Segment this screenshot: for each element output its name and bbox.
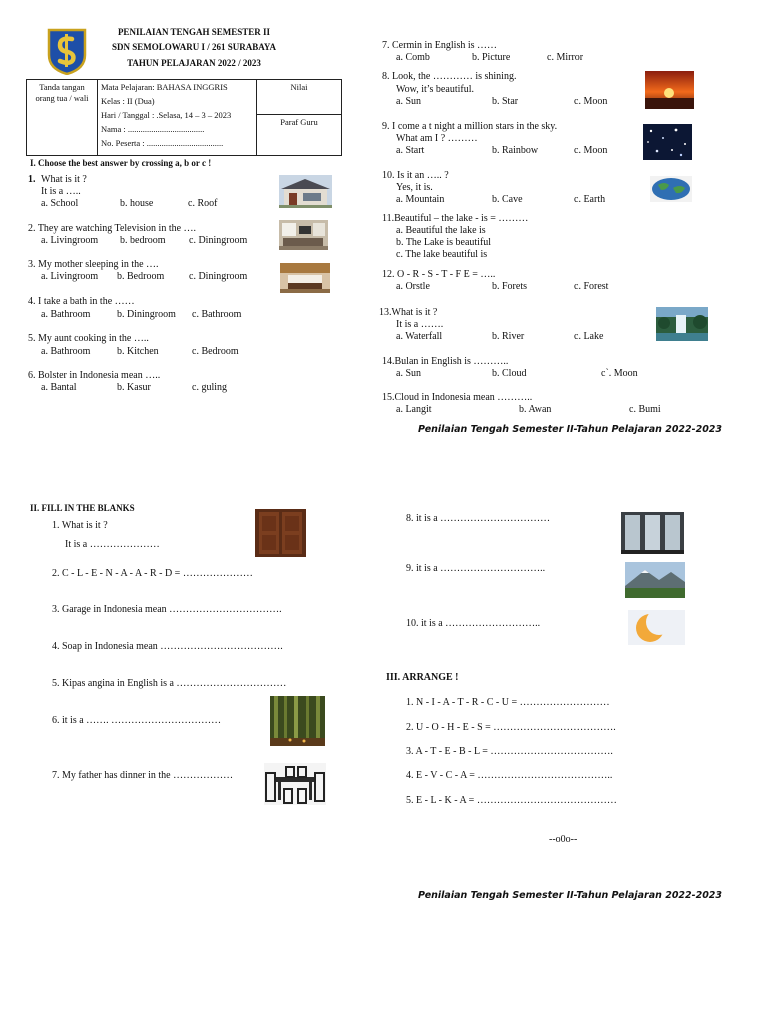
q2-question: 2. They are watching Television in the …. xyxy=(28,223,197,234)
house-image xyxy=(279,175,332,208)
q6-question: 6. Bolster in Indonesia mean ….. xyxy=(28,370,161,381)
q2-option-a[interactable]: a. Livingroom xyxy=(41,235,99,246)
section1-title: I. Choose the best answer by crossing a, b or c ! xyxy=(30,158,212,168)
q4-option-b[interactable]: b. Diningroom xyxy=(117,309,176,320)
q8-prompt: Wow, it’s beautiful. xyxy=(396,84,474,95)
q3-option-b[interactable]: b. Bedroom xyxy=(117,271,165,282)
q12-question: 12. O - R - S - T - F E = ….. xyxy=(382,269,496,280)
q3-question: 3. My mother sleeping in the …. xyxy=(28,259,159,270)
q7-option-a[interactable]: a. Comb xyxy=(396,52,430,63)
q10-question: 10. Is it an ….. ? xyxy=(382,170,449,181)
stars-image xyxy=(643,124,692,160)
arrange-q5: 5. E - L - K - A = …………………………………… xyxy=(406,795,617,806)
q11-option-a[interactable]: a. Beautiful the lake is xyxy=(396,225,486,236)
fill-q8: 8. it is a …………………………… xyxy=(406,513,551,524)
q9-option-c[interactable]: c. Moon xyxy=(574,145,608,156)
q11-option-b[interactable]: b. The Lake is beautiful xyxy=(396,237,492,248)
q8-option-a[interactable]: a. Sun xyxy=(396,96,421,107)
mountain-image xyxy=(625,562,685,598)
fill-q5: 5. Kipas angina in English is a …………………………… xyxy=(52,678,287,689)
student-info-table xyxy=(26,79,342,156)
crescent-moon-image xyxy=(628,610,685,645)
footer-text-bottom: Penilaian Tengah Semester II-Tahun Pelajaran 2022-2023 xyxy=(418,890,723,901)
section2-title: II. FILL IN THE BLANKS xyxy=(30,503,135,513)
q15-option-b[interactable]: b. Awan xyxy=(519,404,552,415)
q13-option-b[interactable]: b. River xyxy=(492,331,525,342)
q9-option-b[interactable]: b. Rainbow xyxy=(492,145,539,156)
q10-option-b[interactable]: b. Cave xyxy=(492,194,523,205)
fill-q9: 9. it is a ………………………….. xyxy=(406,563,546,574)
q12-option-c[interactable]: c. Forest xyxy=(574,281,609,292)
bamboo-image xyxy=(270,696,325,746)
q13-prompt: It is a ……. xyxy=(396,319,444,330)
q9-prompt: What am I ? ……… xyxy=(396,133,478,144)
q12-option-a[interactable]: a. Orstle xyxy=(396,281,430,292)
fill-q1-blank: It is a ………………… xyxy=(65,539,160,550)
q15-question: 15.Cloud in Indonesia mean ……….. xyxy=(382,392,533,403)
arrange-q2: 2. U - O - H - E - S = ………………………………. xyxy=(406,722,616,733)
teacher-initial-label: Paraf Guru xyxy=(280,117,318,127)
date-field: Hari / Tanggal : .Selasa, 14 – 3 – 2023 xyxy=(101,110,232,120)
subject-field: Mata Pelajaran: BAHASA INGGRIS xyxy=(101,82,228,92)
q15-option-c[interactable]: c. Bumi xyxy=(629,404,661,415)
participant-number-field: No. Peserta : .................................... xyxy=(101,138,224,148)
q2-option-c[interactable]: c. Diningroom xyxy=(189,235,248,246)
dining-table-image xyxy=(264,763,326,805)
q13-option-a[interactable]: a. Waterfall xyxy=(396,331,443,342)
q14-question: 14.Bulan in English is ……….. xyxy=(382,356,509,367)
q6-option-b[interactable]: b. Kasur xyxy=(117,382,151,393)
teacher-initial-cell xyxy=(257,115,342,156)
parent-signature-label: Tanda tangan orang tua / wali xyxy=(35,82,89,103)
q13-question: 13.What is it ? xyxy=(379,307,438,318)
section3-title: III. ARRANGE ! xyxy=(386,672,459,683)
fill-q4: 4. Soap in Indonesia mean ………………………………. xyxy=(52,641,283,652)
fill-q1-question: 1. What is it ? xyxy=(52,520,108,531)
q14-option-c[interactable]: c`. Moon xyxy=(601,368,638,379)
fill-q3: 3. Garage in Indonesia mean ……………………………. xyxy=(52,604,282,615)
q5-option-c[interactable]: c. Bedroom xyxy=(192,346,239,357)
header-title-1: PENILAIAN TENGAH SEMESTER II xyxy=(117,27,271,37)
q11-question: 11.Beautiful – the lake - is = ……… xyxy=(382,213,529,224)
q1-prompt: It is a ….. xyxy=(41,186,81,197)
header-year: TAHUN PELAJARAN 2022 / 2023 xyxy=(127,58,261,68)
q1-option-c[interactable]: c. Roof xyxy=(188,198,218,209)
header-school: SDN SEMOLOWARU I / 261 SURABAYA xyxy=(111,42,277,52)
score-label: Nilai xyxy=(290,82,308,92)
fill-q7: 7. My father has dinner in the ……………… xyxy=(52,770,234,781)
fill-q2: 2. C - L - E - N - A - A - R - D = ………………… xyxy=(52,568,253,579)
q14-option-b[interactable]: b. Cloud xyxy=(492,368,527,379)
waterfall-image xyxy=(656,307,708,341)
q13-option-c[interactable]: c. Lake xyxy=(574,331,604,342)
q4-option-c[interactable]: c. Bathroom xyxy=(192,309,242,320)
q10-option-a[interactable]: a. Mountain xyxy=(396,194,445,205)
q5-option-a[interactable]: a. Bathroom xyxy=(41,346,91,357)
window-image xyxy=(621,512,684,554)
end-mark: --o0o-- xyxy=(549,834,578,845)
door-image xyxy=(255,509,306,557)
fill-q10: 10. it is a ……………………….. xyxy=(406,618,541,629)
q7-question: 7. Cermin in English is …… xyxy=(382,40,497,51)
fill-q6: 6. it is a ……. …………………………… xyxy=(52,715,222,726)
q10-prompt: Yes, it is. xyxy=(396,182,433,193)
livingroom-image xyxy=(279,220,328,250)
q10-option-c[interactable]: c. Earth xyxy=(574,194,606,205)
q3-option-a[interactable]: a. Livingroom xyxy=(41,271,99,282)
parent-signature-cell xyxy=(27,80,98,156)
arrange-q4: 4. E - V - C - A = ………………………………….. xyxy=(406,770,613,781)
q1-number: 1. xyxy=(28,174,36,185)
name-field: Nama : .................................... xyxy=(101,124,205,134)
bedroom-image xyxy=(280,263,330,293)
class-field: Kelas : II (Dua) xyxy=(101,96,155,106)
q2-option-b[interactable]: b. bedroom xyxy=(120,235,166,246)
q8-option-b[interactable]: b. Star xyxy=(492,96,519,107)
earth-image xyxy=(650,176,692,202)
q1-question: What is it ? xyxy=(41,174,87,185)
q1-option-a[interactable]: a. School xyxy=(41,198,79,209)
score-cell xyxy=(257,80,342,115)
sunset-image xyxy=(645,71,694,109)
q9-question: 9. I come a t night a million stars in the sky. xyxy=(382,121,558,132)
arrange-q1: 1. N - I - A - T - R - C - U = ……………………… xyxy=(406,697,610,708)
q14-option-a[interactable]: a. Sun xyxy=(396,368,421,379)
q7-option-c[interactable]: c. Mirror xyxy=(547,52,584,63)
q7-option-b[interactable]: b. Picture xyxy=(472,52,511,63)
q12-option-b[interactable]: b. Forets xyxy=(492,281,527,292)
arrange-q3: 3. A - T - E - B - L = ………………………………. xyxy=(406,746,613,757)
footer-text-top: Penilaian Tengah Semester II-Tahun Pelajaran 2022-2023 xyxy=(418,424,723,435)
q9-option-a[interactable]: a. Start xyxy=(396,145,425,156)
q4-option-a[interactable]: a. Bathroom xyxy=(41,309,91,320)
q5-question: 5. My aunt cooking in the ….. xyxy=(28,333,149,344)
q4-question: 4. I take a bath in the …… xyxy=(28,296,135,307)
q3-option-c[interactable]: c. Diningroom xyxy=(189,271,248,282)
q1-option-b[interactable]: b. house xyxy=(120,198,154,209)
q15-option-a[interactable]: a. Langit xyxy=(396,404,432,415)
q5-option-b[interactable]: b. Kitchen xyxy=(117,346,159,357)
q8-question: 8. Look, the ………… is shining. xyxy=(382,71,517,82)
q6-option-a[interactable]: a. Bantal xyxy=(41,382,77,393)
q6-option-c[interactable]: c. guling xyxy=(192,382,227,393)
q8-option-c[interactable]: c. Moon xyxy=(574,96,608,107)
q11-option-c[interactable]: c. The lake beautiful is xyxy=(396,249,488,260)
